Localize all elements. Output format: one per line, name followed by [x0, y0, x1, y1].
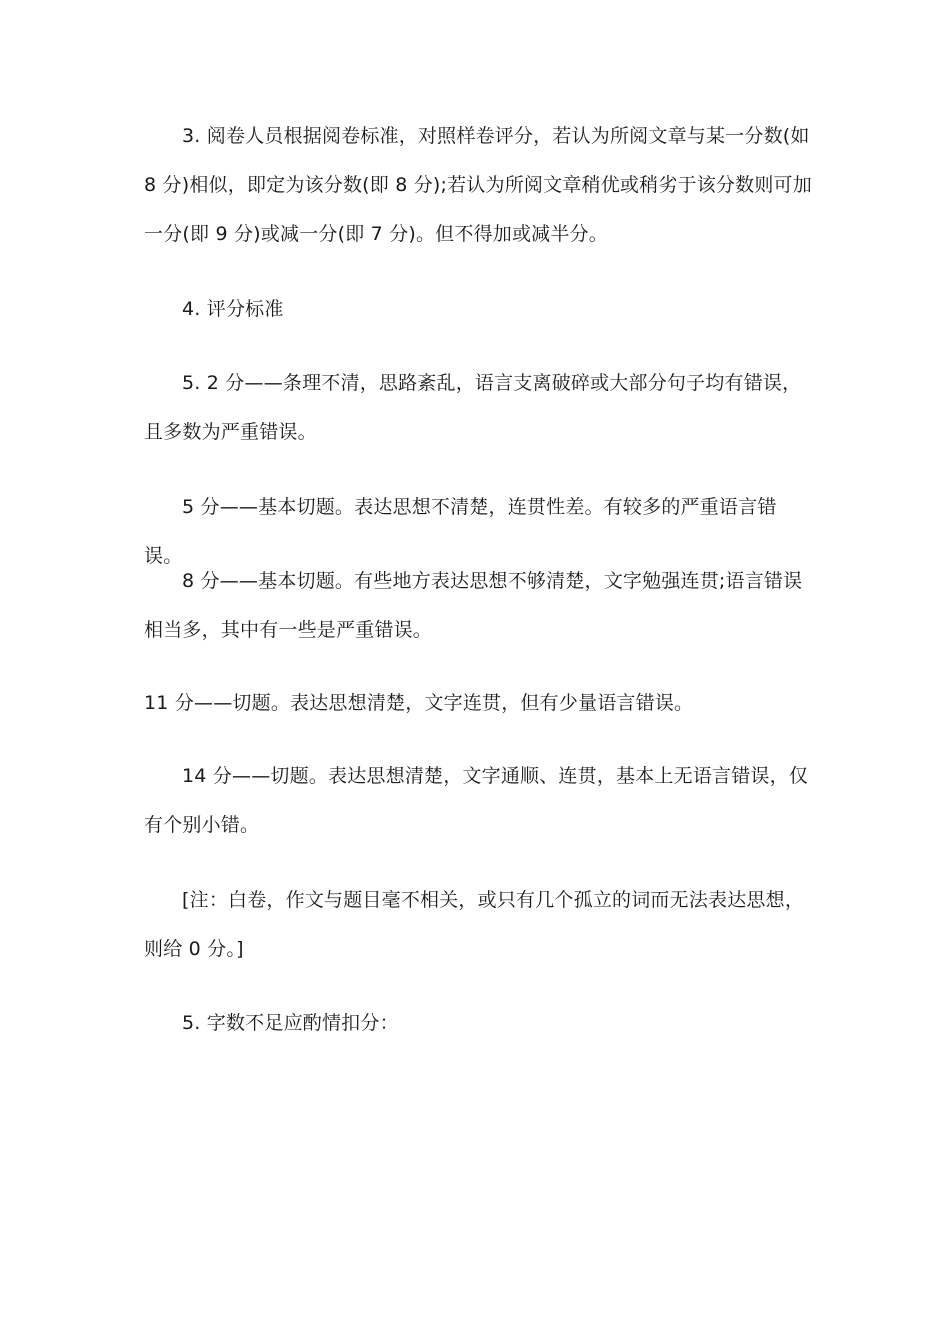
paragraph-note: [注：白卷，作文与题目毫不相关，或只有几个孤立的词而无法表达思想，则给 0 分。] — [144, 889, 805, 960]
paragraph-score-14: 14 分——切题。表达思想清楚，文字通顺、连贯，基本上无语言错误，仅有个别小错。 — [144, 765, 809, 836]
paragraph-score-2: 5. 2 分——条理不清，思路紊乱，语言支离破碎或大部分句子均有错误，且多数为严重错误。 — [144, 372, 802, 443]
paragraph-score-5: 5 分——基本切题。表达思想不清楚，连贯性差。有较多的严重语言错误。 — [144, 496, 777, 567]
paragraph-scoring-criteria-heading: 4. 评分标准 — [182, 298, 284, 320]
paragraph-score-11: 11 分——切题。表达思想清楚，文字连贯，但有少量语言错误。 — [144, 692, 694, 714]
paragraph-score-8: 8 分——基本切题。有些地方表达思想不够清楚，文字勉强连贯;语言错误相当多，其中有一些是严重错误。 — [144, 570, 803, 641]
paragraph-word-count-deduction: 5. 字数不足应酌情扣分： — [182, 1012, 399, 1034]
paragraph-scoring-procedure: 3. 阅卷人员根据阅卷标准，对照样卷评分，若认为所阅文章与某一分数(如 8 分)相似，即定为该分数(即 8 分);若认为所阅文章稍优或稍劣于该分数则可加一分(即 9 分)或减一分(即 7 分)。但不得加或减半分。 — [144, 125, 812, 245]
